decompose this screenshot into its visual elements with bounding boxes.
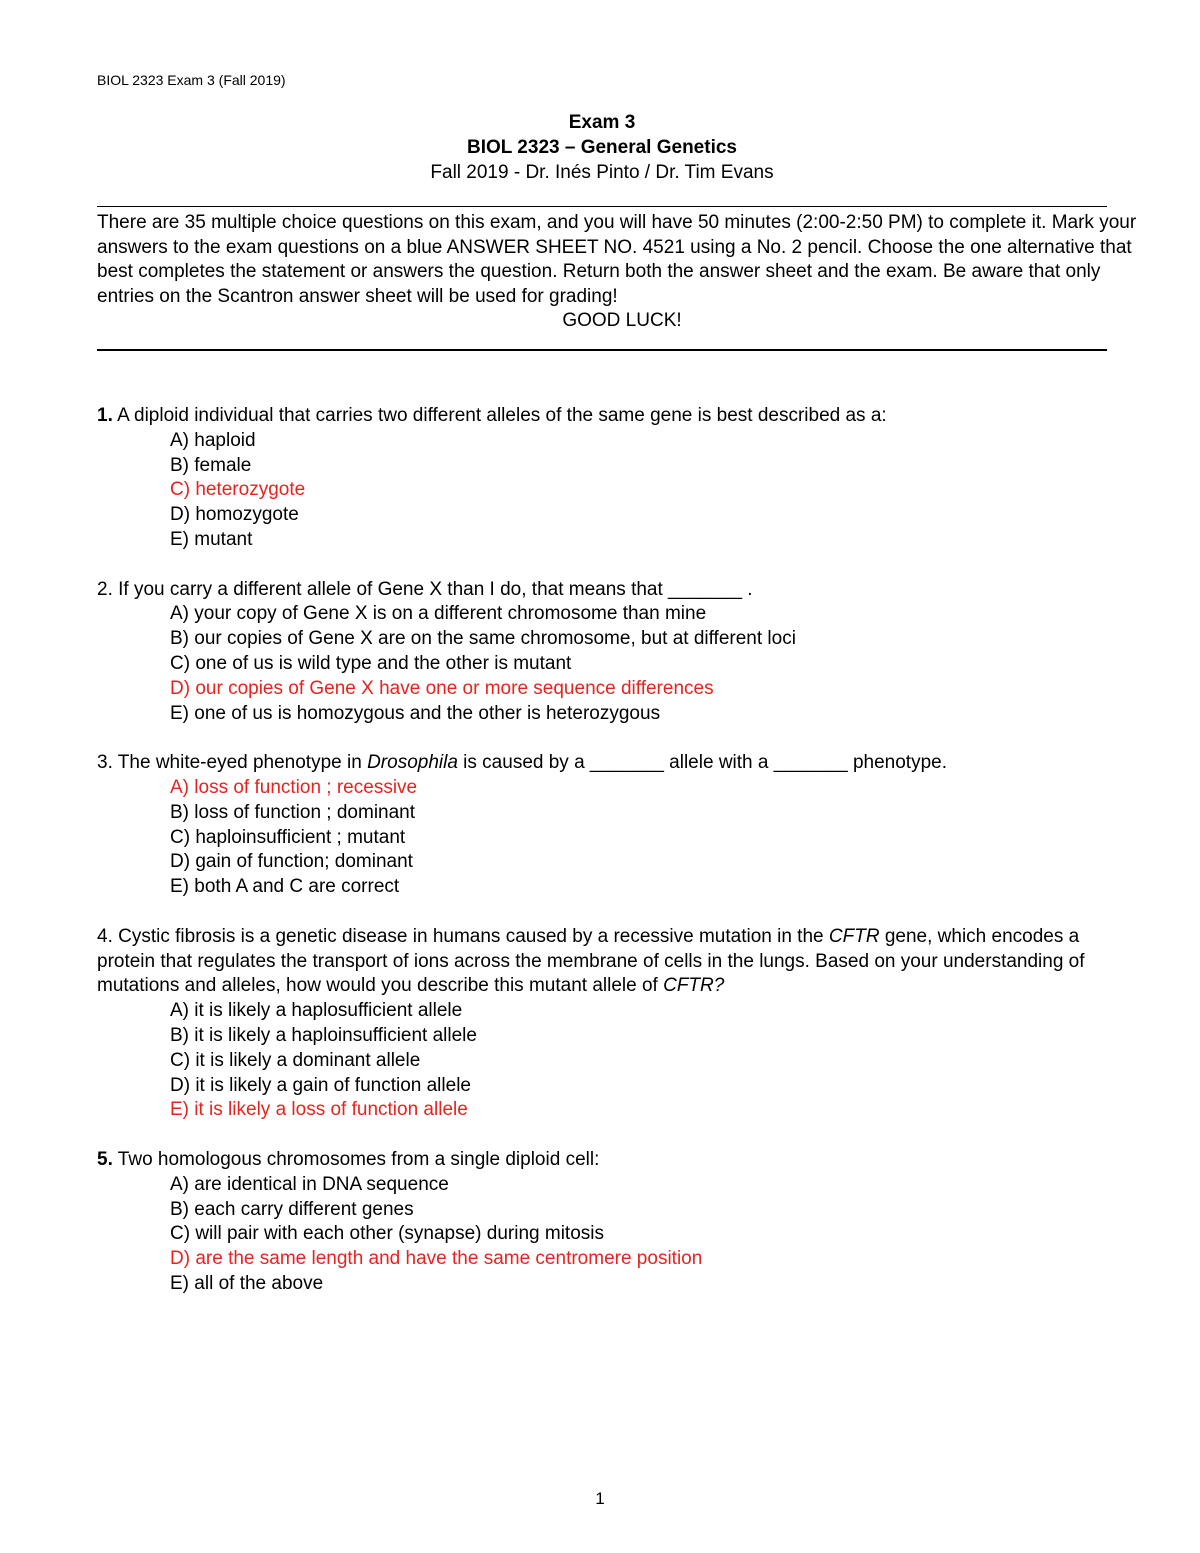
answer-option: D) homozygote [170,504,299,526]
stem-text: If you carry a different allele of Gene X than I do, that means that _______ . [118,578,753,600]
answer-option: B) female [170,454,252,476]
answer-option: B) our copies of Gene X are on the same chromosome, but at different loci [170,628,796,650]
question-number: 3. [97,752,113,774]
answer-option: C) haploinsufficient ; mutant [170,826,406,848]
page-number: 1 [595,1489,605,1508]
answer-option-correct: E) it is likely a loss of function allele [170,1099,468,1121]
question-number: 5. [97,1148,113,1170]
top-divider [97,206,1107,207]
good-luck: GOOD LUCK! [562,310,682,332]
answer-option: A) haploid [170,429,256,451]
question-stem [97,925,1127,999]
answer-option: B) it is likely a haploinsufficient allele [170,1024,477,1046]
answer-options [97,776,1127,900]
question-number: 4. [97,925,113,947]
stem-text: A diploid individual that carries two different alleles of the same gene is best described as a: [117,405,887,426]
answer-option: C) will pair with each other (synapse) during mitosis [170,1223,604,1245]
question-stem [97,1148,1127,1173]
question-number: 1. [97,405,113,426]
question-4 [97,925,1127,1123]
bottom-divider [97,349,1107,351]
stem-text: is caused by a _______ allele with a _______ phenotype. [457,752,947,774]
stem-text: Two homologous chromosomes from a single diploid cell: [117,1148,600,1170]
answer-options [97,429,1127,553]
answer-option-correct: D) our copies of Gene X have one or more sequence differences [170,677,714,699]
question-3 [97,751,1127,900]
exam-title: Exam 3 [568,112,636,133]
answer-option: E) both A and C are correct [170,876,400,898]
italic-term: CFTR? [663,975,725,997]
answer-option: A) are identical in DNA sequence [170,1173,449,1195]
answer-option-correct: D) are the same length and have the same centromere position [170,1248,703,1270]
italic-term: Drosophila [367,752,458,774]
instructions [97,211,1147,334]
question-stem [97,751,1127,776]
answer-option: B) loss of function ; dominant [170,801,416,823]
answer-option: E) one of us is homozygous and the other is heterozygous [170,702,661,724]
answer-option: A) it is likely a haplosufficient allele [170,1000,463,1022]
answer-option: A) your copy of Gene X is on a different chromosome than mine [170,603,707,625]
stem-text: The white-eyed phenotype in [117,752,368,774]
question-list [97,404,1127,1321]
answer-option: C) it is likely a dominant allele [170,1049,421,1071]
answer-option-correct: C) heterozygote [170,479,306,501]
question-1 [97,404,1127,553]
answer-option: D) it is likely a gain of function allele [170,1074,471,1096]
question-number: 2. [97,578,113,600]
running-header: BIOL 2323 Exam 3 (Fall 2019) [97,72,286,88]
stem-text: gene, which encodes a protein that regulates the transport of ions across the membrane of cells in the lungs. Based on your understanding of mutations and alleles, how would you describe this mutant allele of [97,925,1085,997]
stem-text: Cystic fibrosis is a genetic disease in humans caused by a recessive mutation in the [118,925,829,947]
answer-option: E) mutant [170,528,253,550]
answer-option: B) each carry different genes [170,1198,414,1220]
question-stem [97,404,1127,429]
answer-options [97,999,1127,1123]
answer-option-correct: A) loss of function ; recessive [170,776,418,798]
question-5 [97,1148,1127,1297]
answer-options [97,602,1127,726]
question-stem [97,578,1127,603]
term-instructors: Fall 2019 - Dr. Inés Pinto / Dr. Tim Evans [430,162,774,183]
answer-option: C) one of us is wild type and the other is mutant [170,652,572,674]
instructions-text: There are 35 multiple choice questions on this exam, and you will have 50 minutes (2:00-2:50 PM) to complete it. Mark your answers to the exam questions on a blue ANSWER SHEET NO. 4521 using a No. 2 pencil. Choose the one alternative that best completes the statement or answers the question. Return both the answer sheet and the exam. Be aware that only entries on the Scantron answer sheet will be used for grading! [97,212,1137,307]
question-2 [97,578,1127,727]
course-title: BIOL 2323 – General Genetics [466,137,737,158]
answer-option: E) all of the above [170,1272,324,1294]
answer-options [97,1173,1127,1297]
italic-term: CFTR [828,925,880,947]
answer-option: D) gain of function; dominant [170,851,413,873]
